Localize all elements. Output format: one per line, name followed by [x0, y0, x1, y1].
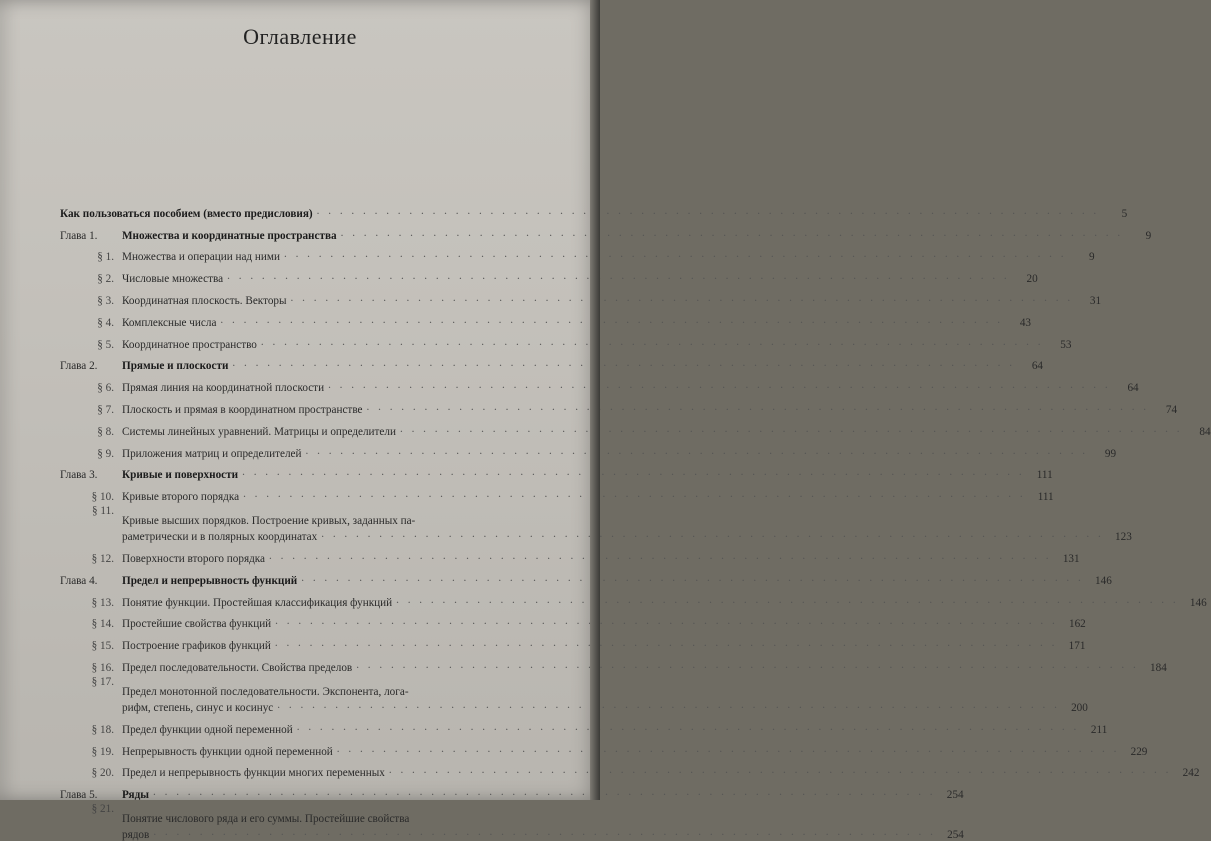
leader-dots — [269, 550, 1052, 562]
page-number: 5 — [1121, 207, 1128, 220]
toc-section-row[interactable] — [60, 609, 1086, 631]
toc-intro-row[interactable] — [60, 198, 1128, 220]
page-number: 146 — [1189, 596, 1207, 609]
section-title-line2: рифм, степень, синус и косинус — [122, 701, 274, 714]
page-number: 162 — [1068, 618, 1086, 631]
section-title: Приложения матриц и определителей — [122, 447, 302, 460]
section-number: § 5. — [97, 338, 114, 351]
toc-section-row[interactable] — [60, 242, 1095, 264]
toc-section-row[interactable] — [60, 285, 1102, 307]
leader-dots — [341, 227, 1124, 239]
chapter-label: Глава 4. — [60, 574, 98, 587]
section-number: § 15. — [91, 640, 114, 653]
bleed-through-text — [130, 4, 134, 20]
section-title-line1: Предел монотонной последовательности. Экспонента, лога- — [122, 685, 409, 698]
toc-section-row[interactable] — [60, 307, 1031, 329]
page-number: 20 — [1026, 273, 1038, 286]
page-number: 123 — [1115, 531, 1132, 544]
page-number: 99 — [1104, 447, 1117, 460]
page-number: 53 — [1060, 338, 1072, 351]
section-number: § 11. — [92, 505, 114, 518]
toc-section-row[interactable] — [60, 674, 1088, 714]
leader-dots — [356, 659, 1139, 671]
toc-section-row[interactable] — [60, 416, 1211, 438]
page-number: 184 — [1150, 661, 1167, 674]
section-number: § 8. — [97, 425, 114, 438]
page-number: 171 — [1068, 640, 1086, 653]
leader-dots — [301, 572, 1084, 584]
toc-section-row[interactable] — [60, 652, 1167, 674]
toc-section-row[interactable] — [60, 758, 1200, 780]
section-number: § 20. — [91, 767, 114, 780]
section-title-line1: Понятие числового ряда и его суммы. Простейшие свойства — [122, 813, 410, 826]
page-number: 9 — [1145, 229, 1152, 242]
chapter-label: Глава 1. — [60, 229, 98, 242]
section-title: Множества и операции над ними — [122, 251, 280, 264]
section-title: Простейшие свойства функций — [122, 618, 272, 631]
section-title-line1: Кривые высших порядков. Построение кривых, заданных па- — [122, 515, 416, 528]
section-number: § 6. — [97, 382, 114, 395]
chapter-label: Глава 2. — [60, 360, 98, 373]
section-number: § 18. — [91, 723, 114, 736]
toc-chapter-row[interactable] — [60, 779, 964, 802]
chapter-title: Ряды — [122, 789, 149, 802]
chapter-label: Глава 3. — [60, 469, 98, 482]
section-title: Комплексные числа — [122, 316, 217, 329]
page-number: 74 — [1165, 403, 1178, 416]
toc-section-row[interactable] — [60, 587, 1207, 609]
leader-dots — [153, 826, 936, 838]
page-number: 31 — [1089, 294, 1102, 307]
page-number: 254 — [947, 829, 964, 841]
section-title: Координатная плоскость. Векторы — [122, 294, 287, 307]
toc-section-row[interactable] — [60, 329, 1072, 351]
table-of-contents — [60, 198, 1211, 841]
leader-dots — [306, 445, 1089, 457]
leader-dots — [291, 292, 1074, 304]
leader-dots — [277, 699, 1060, 711]
page-number: 111 — [1036, 469, 1053, 482]
section-title: Системы линейных уравнений. Матрицы и определители — [122, 425, 396, 438]
leader-dots — [261, 336, 1044, 348]
leader-dots — [400, 423, 1183, 435]
page-number: 229 — [1130, 745, 1148, 758]
page-number: 146 — [1095, 574, 1112, 587]
leader-dots — [297, 721, 1080, 733]
toc-section-row[interactable] — [60, 630, 1086, 653]
section-number: § 10. — [91, 491, 114, 504]
toc-section-row[interactable] — [60, 503, 1132, 544]
leader-dots — [242, 466, 1025, 478]
toc-section-row[interactable] — [60, 372, 1139, 395]
section-number: § 3. — [97, 294, 114, 307]
section-number: § 13. — [91, 596, 114, 609]
section-title: Координатное пространство — [122, 338, 257, 351]
section-title: Непрерывность функции одной переменной — [122, 745, 333, 758]
section-title: Построение графиков функций — [122, 640, 271, 653]
leader-dots — [243, 488, 1026, 500]
leader-dots — [232, 357, 1015, 369]
page-number: 254 — [946, 789, 964, 802]
section-number: § 17. — [91, 675, 114, 688]
toc-intro-title: Как пользоваться пособием (вместо предисловия) — [60, 207, 313, 220]
leader-dots — [328, 379, 1111, 391]
toc-section-row[interactable] — [60, 394, 1178, 416]
toc-section-row[interactable] — [60, 438, 1117, 460]
toc-section-row[interactable] — [60, 263, 1038, 286]
leader-dots — [153, 786, 936, 798]
section-number: § 7. — [97, 403, 114, 416]
toc-chapter-row[interactable] — [60, 460, 1053, 482]
section-title-line2: рядов — [122, 829, 150, 841]
page-number: 131 — [1062, 552, 1080, 565]
toc-section-row[interactable] — [60, 736, 1148, 758]
section-title: Кривые второго порядка — [122, 491, 240, 504]
section-number: § 19. — [91, 745, 114, 758]
toc-section-row[interactable] — [60, 801, 964, 841]
leader-dots — [321, 528, 1104, 540]
page-number: 242 — [1182, 767, 1200, 780]
section-number: § 12. — [91, 552, 114, 565]
section-title: Понятие функции. Простейшая классификация функций — [122, 596, 393, 609]
section-number: § 4. — [97, 316, 114, 329]
page-number: 64 — [1031, 360, 1043, 373]
leader-dots — [220, 314, 1003, 326]
leader-dots — [227, 270, 1010, 282]
toc-section-row[interactable] — [60, 543, 1080, 565]
section-title: Поверхности второго порядка — [122, 552, 266, 565]
chapter-label: Глава 5. — [60, 789, 98, 802]
page-number: 200 — [1071, 701, 1088, 714]
leader-dots — [317, 205, 1100, 217]
chapter-title: Множества и координатные пространства — [122, 229, 337, 242]
section-title-line2: раметрически и в полярных координатах — [122, 531, 318, 544]
toc-chapter-row[interactable] — [60, 351, 1043, 373]
chapter-title: Кривые и поверхности — [122, 469, 239, 482]
section-title: Предел функции одной переменной — [122, 723, 293, 736]
leader-dots — [284, 248, 1067, 260]
leader-dots — [275, 637, 1058, 649]
page-number: 43 — [1019, 316, 1031, 329]
page-edge-shadow — [590, 0, 600, 800]
page-title: Оглавление — [243, 24, 357, 49]
section-title: Числовые множества — [122, 273, 224, 286]
toc-chapter-row[interactable] — [60, 220, 1152, 242]
section-title: Прямая линия на координатной плоскости — [122, 382, 325, 395]
section-number: § 14. — [91, 618, 114, 631]
page-number: 111 — [1037, 491, 1054, 504]
chapter-title: Предел и непрерывность функций — [122, 574, 298, 587]
leader-dots — [337, 743, 1120, 755]
section-number: § 16. — [91, 661, 114, 674]
leader-dots — [389, 764, 1172, 776]
section-title: Предел и непрерывность функции многих переменных — [122, 767, 385, 780]
toc-section-row[interactable] — [60, 714, 1108, 736]
section-number: § 9. — [97, 447, 114, 460]
section-title: Предел последовательности. Свойства пределов — [122, 661, 353, 674]
toc-chapter-row[interactable] — [60, 565, 1112, 587]
chapter-title: Прямые и плоскости — [122, 360, 229, 373]
section-number: § 2. — [97, 273, 114, 286]
leader-dots — [396, 594, 1179, 606]
page-number: 211 — [1090, 723, 1108, 736]
toc-section-row[interactable] — [60, 481, 1054, 504]
page-number: 64 — [1127, 382, 1139, 395]
leader-dots — [275, 615, 1058, 627]
section-number: § 21. — [91, 803, 114, 816]
page-number: 9 — [1088, 251, 1095, 264]
section-number: § 1. — [97, 251, 114, 264]
leader-dots — [367, 401, 1150, 413]
page-number: 84 — [1199, 425, 1211, 438]
section-title: Плоскость и прямая в координатном пространстве — [122, 403, 363, 416]
